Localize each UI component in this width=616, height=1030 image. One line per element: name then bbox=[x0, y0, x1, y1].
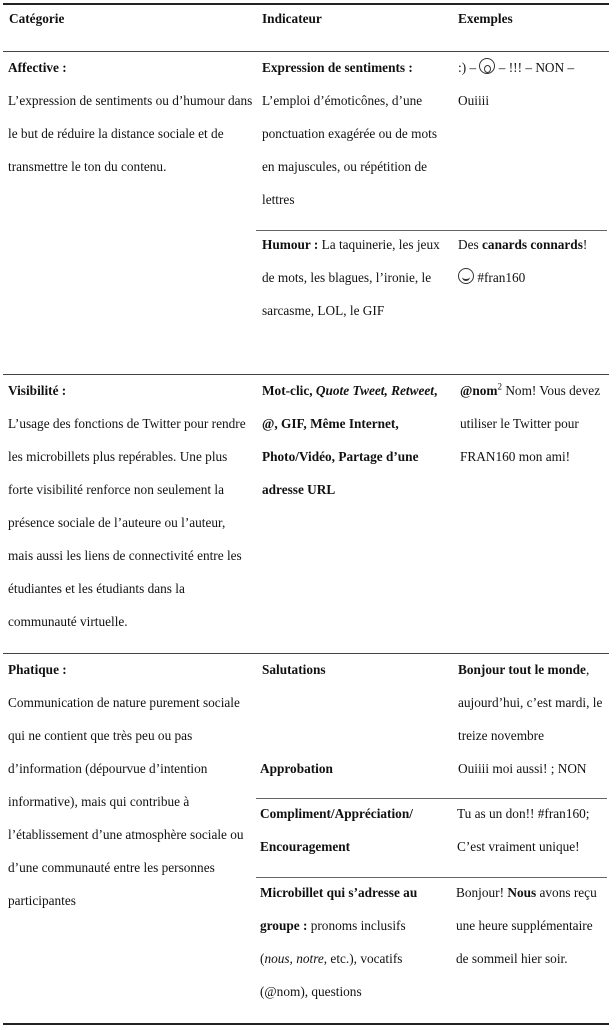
indicator-groupe-part-a: pronoms inclusifs ( bbox=[260, 918, 406, 966]
visibilite-indicator-part-a: Mot-clic, bbox=[262, 383, 313, 398]
table-top-rule bbox=[3, 3, 609, 5]
affective-example-sentiments bbox=[458, 51, 608, 117]
phatique-indicator-approbation bbox=[260, 752, 440, 785]
visibilite-category bbox=[8, 374, 253, 638]
example-approbation: Ouiiii moi aussi! ; NON bbox=[458, 761, 587, 776]
example-sentiments-part-b: – !!! – NON – bbox=[498, 60, 575, 75]
example-humour-part-a: Des bbox=[458, 237, 479, 252]
phatique-indicator-compliment bbox=[260, 797, 430, 863]
affective-title: Affective : bbox=[8, 60, 67, 75]
visibilite-indicator bbox=[262, 374, 440, 506]
visibilite-title: Visibilité : bbox=[8, 383, 67, 398]
example-groupe-part-a: Bonjour! bbox=[456, 885, 505, 900]
screaming-face-emoji-icon bbox=[479, 58, 495, 74]
phatique-indicator-salutations bbox=[262, 653, 442, 686]
affective-example-humour bbox=[458, 228, 608, 294]
indicator-compliment: Compliment/Appréciation/ Encouragement bbox=[260, 806, 413, 854]
header-category: Catégorie bbox=[9, 11, 65, 26]
phatique-example-groupe bbox=[456, 876, 606, 975]
indicator-groupe-bold: Microbillet qui s’adresse au groupe : bbox=[260, 885, 418, 933]
visibilite-indicator-part-d: , @, GIF, Même Internet, Photo/Vidéo, Partage d’une adresse URL bbox=[262, 383, 438, 497]
indicator-groupe-italic: nous, notre bbox=[264, 951, 324, 966]
example-humour-part-b: ! bbox=[582, 237, 588, 252]
indicator-sentiments-text: L’emploi d’émoticônes, d’une ponctuation exagérée ou de mots en majuscules, ou répétition de lettres bbox=[262, 93, 438, 207]
phatique-indicator-groupe bbox=[260, 876, 440, 1008]
example-groupe-bold: Nous bbox=[507, 885, 537, 900]
phatique-desc: Communication de nature purement sociale qui ne contient que très peu ou pas d’information (dépourvue d’intention informative), mais qui contribue à l’établissement d’une atmosphère sociale ou d’une communauté entre les personnes participantes bbox=[8, 695, 244, 908]
visibilite-indicator-retweet: Retweet bbox=[391, 383, 434, 398]
visibilite-example-text: Nom! Vous devez utiliser le Twitter pour FRAN160 mon ami! bbox=[460, 383, 601, 464]
phatique-category bbox=[8, 653, 253, 917]
example-salutations-text: , aujourd’hui, c’est mardi, le treize novembre bbox=[458, 662, 603, 743]
indicator-sentiments-title: Expression de sentiments : bbox=[262, 60, 413, 75]
visibilite-indicator-quote-tweet: Quote Tweet, bbox=[315, 383, 388, 398]
phatique-example-salutations bbox=[458, 653, 610, 752]
visibilite-example-footnote: 2 bbox=[497, 381, 502, 392]
indicator-salutations: Salutations bbox=[262, 662, 326, 677]
phatique-title: Phatique : bbox=[8, 662, 67, 677]
header-examples: Exemples bbox=[458, 11, 513, 26]
example-sentiments-part-c: Ouiiii bbox=[458, 93, 490, 108]
phatique-example-approbation bbox=[458, 752, 608, 785]
example-sentiments-part-a: :) – bbox=[458, 60, 477, 75]
phatique-example-compliment bbox=[457, 797, 607, 863]
indicator-groupe-part-b: , etc.), vocatifs (@nom), questions bbox=[260, 951, 403, 999]
laughing-face-emoji-icon bbox=[458, 268, 474, 284]
affective-indicator-humour bbox=[262, 228, 442, 327]
affective-category bbox=[8, 51, 253, 183]
affective-indicator-sentiments bbox=[262, 51, 446, 216]
indicator-humour-title: Humour : bbox=[262, 237, 319, 252]
example-salutations-bold: Bonjour tout le monde bbox=[458, 662, 586, 677]
affective-desc: L’expression de sentiments ou d’humour dans le but de réduire la distance sociale et de transmettre le ton du contenu. bbox=[8, 93, 253, 174]
example-groupe-part-b: avons reçu une heure supplémentaire de sommeil hier soir. bbox=[456, 885, 597, 966]
header-indicator: Indicateur bbox=[262, 11, 322, 26]
example-humour-bold: canards connards bbox=[482, 237, 583, 252]
example-humour-hashtag: #fran160 bbox=[477, 270, 526, 285]
visibilite-example-handle: @nom bbox=[460, 383, 498, 398]
indicator-humour-text: La taquinerie, les jeux de mots, les blagues, l’ironie, le sarcasme, LOL, le GIF bbox=[262, 237, 440, 318]
visibilite-example bbox=[460, 374, 608, 473]
indicator-approbation: Approbation bbox=[260, 761, 333, 776]
example-compliment: Tu as un don!! #fran160; C’est vraiment unique! bbox=[457, 806, 590, 854]
table-bottom-rule bbox=[3, 1023, 609, 1025]
visibilite-desc: L’usage des fonctions de Twitter pour rendre les microbillets plus repérables. Une plus forte visibilité renforce non seulement la présence sociale de l’auteure ou l’auteur, mais aussi les liens de connectivité entre les étudiantes et les étudiants dans la communauté virtuelle. bbox=[8, 416, 246, 629]
